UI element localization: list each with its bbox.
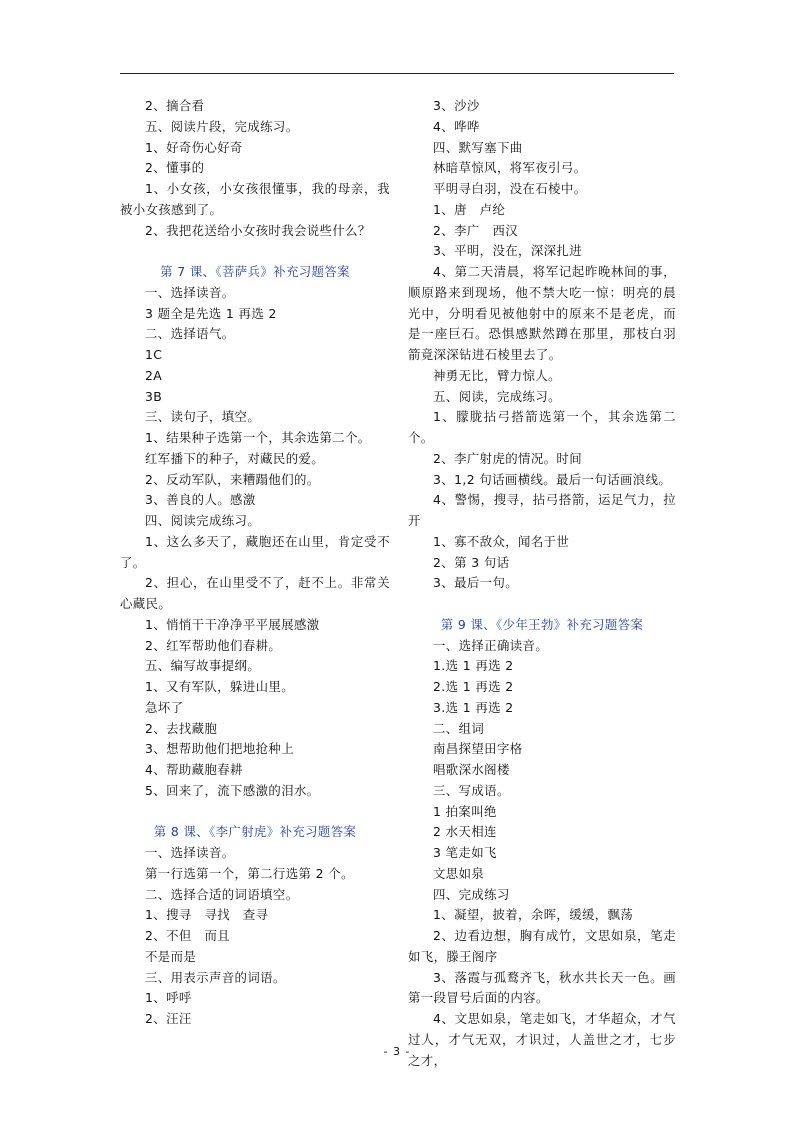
answer-line: 1、搜寻 寻找 查寻 <box>145 907 269 923</box>
answer-line: 5、回来了，流下感激的泪水。 <box>145 782 320 798</box>
answer-line: 五、阅读片段，完成练习。 <box>145 118 299 134</box>
answer-line: 2、我把花送给小女孩时我会说些什么？ <box>145 222 371 238</box>
answer-line: 3B <box>145 388 163 404</box>
answer-line: 4、帮助藏胞春耕 <box>145 762 243 777</box>
answer-line: 不是而是 <box>145 948 197 964</box>
answer-line: 3、沙沙 <box>433 98 480 113</box>
section-heading: 第 9 课、《少年王勃》补充习题答案 <box>440 616 644 632</box>
left-column <box>120 96 390 1030</box>
answer-line: 1、呼呼 <box>145 990 192 1006</box>
answer-line: 2、红军帮助他们春耕。 <box>145 637 282 653</box>
answer-line: 2、反动军队，来糟蹋他们的。 <box>145 471 320 487</box>
answer-line: 1、凝望，披着，余晖，缓缓，飘荡 <box>433 907 634 923</box>
answer-line: 2A <box>145 367 163 383</box>
page-number: - 3 - <box>383 1045 411 1058</box>
answer-line: 五、阅读，完成练习。 <box>433 388 561 404</box>
answer-line: 二、组词 <box>433 720 485 736</box>
answer-line: 三、写成语。 <box>433 782 510 798</box>
answer-line: 林暗草惊风，将军夜引弓。 <box>433 160 587 176</box>
answer-line: 第一行选第一个，第二行选第 2 个。 <box>145 865 354 881</box>
answer-line: 2、不但 而且 <box>145 928 231 943</box>
answer-line: 五、编写故事提纲。 <box>145 658 261 674</box>
header-rule <box>120 73 674 74</box>
answer-line: 3、平明，没在，深深扎进 <box>433 243 582 259</box>
answer-line: 四、完成练习 <box>433 886 510 902</box>
answer-line: 3、落霞与孤鹜齐飞，秋水共长天一色。画第一段冒号后面的内容。 <box>408 969 676 1006</box>
answer-line: 一、选择读音。 <box>145 284 235 300</box>
answer-line: 一、选择读音。 <box>145 845 235 860</box>
right-column <box>408 96 676 1071</box>
answer-line: 1、这么多天了，藏胞还在山里，肯定受不了。 <box>120 533 390 570</box>
answer-line: 1 拍案叫绝 <box>433 803 497 819</box>
answer-line: 1C <box>145 347 163 362</box>
answer-line: 2、李广 西汉 <box>433 222 519 238</box>
answer-line: 3、想帮助他们把地抢种上 <box>145 741 294 757</box>
answer-line: 1、悄悄干干净净平平展展感激 <box>145 616 320 632</box>
answer-line: 2.选 1 再选 2 <box>433 679 514 694</box>
answer-line: 四、默写塞下曲 <box>433 139 523 155</box>
answer-line: 2、汪汪 <box>145 1011 192 1026</box>
answer-line: 红军播下的种子，对藏民的爱。 <box>145 450 325 466</box>
answer-line: 神勇无比，臂力惊人。 <box>433 367 561 383</box>
answer-line: 1、寡不敌众，闻名于世 <box>433 533 570 549</box>
answer-line: 4、哗哗 <box>433 118 480 134</box>
answer-line: 3 题全是先选 1 再选 2 <box>145 305 277 321</box>
answer-line: 文思如泉 <box>433 865 485 881</box>
section-spacer <box>120 802 390 823</box>
answer-line: 三、用表示声音的词语。 <box>145 969 286 985</box>
answer-line: 二、选择合适的词语填空。 <box>145 886 299 902</box>
answer-line: 3、善良的人。感激 <box>145 492 256 508</box>
answer-line: 4、第二天清晨，将军记起昨晚林间的事，顺原路来到现场，他不禁大吃一惊：明亮的晨光中，分明看见被他射中的原来不是老虎，而是一座巨石。恐惧感默然蹲在那里，那枝白羽箭竟深深钻进石棱里去了。 <box>408 264 676 362</box>
section-heading: 第 7 课、《菩萨兵》补充习题答案 <box>160 264 350 279</box>
answer-line: 2、懂事的 <box>145 160 205 176</box>
answer-line: 2、去找藏胞 <box>145 720 218 736</box>
answer-line: 3 笔走如飞 <box>433 845 497 860</box>
answer-line: 3、1,2 句话画横线。最后一句话画浪线。 <box>433 471 672 487</box>
section-heading: 第 8 课、《李广射虎》补充习题答案 <box>153 824 357 840</box>
answer-line: 2、担心，在山里受不了，赶不上。非常关心藏民。 <box>120 575 390 611</box>
answer-line: 4、警惕，搜寻，拈弓搭箭，运足气力，拉开 <box>408 492 676 528</box>
answer-line: 1、好奇伤心好奇 <box>145 139 243 155</box>
answer-line: 1、又有军队，躲进山里。 <box>145 679 294 694</box>
answer-line: 一、选择正确读音。 <box>433 637 549 653</box>
answer-line: 唱歌深水阁楼 <box>433 762 510 777</box>
answer-line: 2、边看边想，胸有成竹，文思如泉，笔走如飞，滕王阁序 <box>408 928 676 964</box>
answer-line: 3、最后一句。 <box>433 575 519 591</box>
answer-line: 平明寻白羽，没在石棱中。 <box>433 181 587 196</box>
answer-line: 2 水天相连 <box>433 824 497 840</box>
answer-line: 1、朦胧拈弓搭箭选第一个，其余选第二个。 <box>408 409 676 445</box>
answer-line: 1、唐 卢纶 <box>433 201 506 217</box>
section-spacer <box>408 594 676 615</box>
answer-line: 3.选 1 再选 2 <box>433 699 514 715</box>
answer-line: 南昌探望田字格 <box>433 741 523 757</box>
answer-line: 1.选 1 再选 2 <box>433 658 514 674</box>
answer-line: 2、李广射虎的情况。时间 <box>433 450 582 466</box>
answer-line: 四、阅读完成练习。 <box>145 513 261 528</box>
section-spacer <box>120 241 390 262</box>
answer-line: 4、文思如泉，笔走如飞，才华超众，才气过人，才气无双，才识过，人盖世之才，七步之才， <box>408 1011 676 1068</box>
answer-line: 急坏了 <box>145 699 184 715</box>
answer-line: 二、选择语气。 <box>145 326 235 342</box>
answer-line: 1、结果种子选第一个，其余选第二个。 <box>145 430 371 445</box>
answer-line: 2、第 3 句话 <box>433 554 510 570</box>
answer-line: 2、摘合看 <box>145 98 205 113</box>
answer-line: 1、小女孩，小女孩很懂事，我的母亲，我被小女孩感到了。 <box>120 181 390 217</box>
answer-line: 三、读句子，填空。 <box>145 409 261 425</box>
